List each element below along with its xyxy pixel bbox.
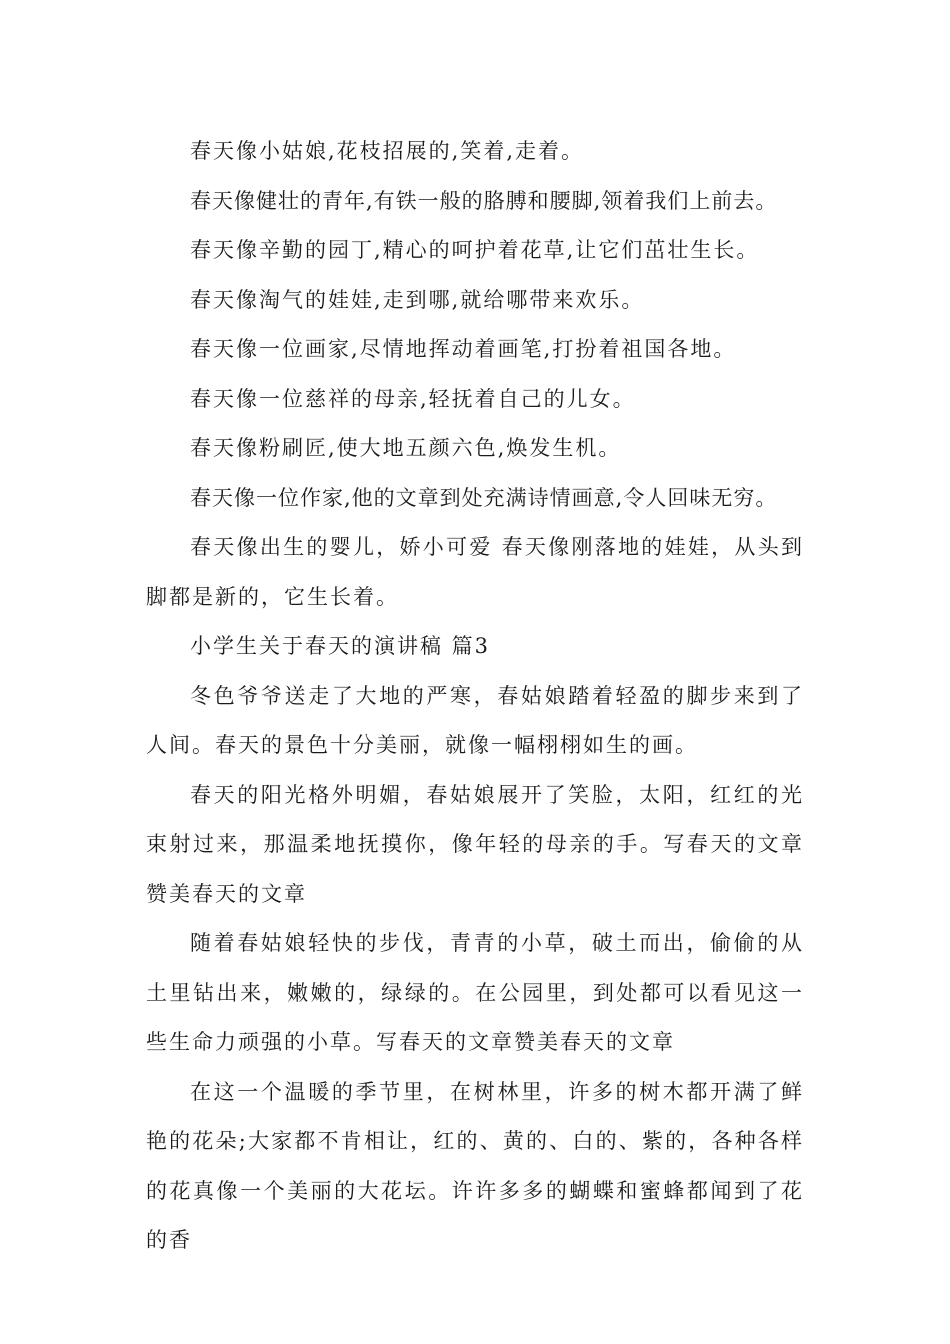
paragraph-spring-grass: 随着春姑娘轻快的步伐，青青的小草，破土而出，偷偷的从土里钻出来，嫩嫩的，绿绿的。在公园里，到处都可以看见这一些生命力顽强的小草。写春天的文章赞美春天的文章	[146, 931, 804, 1054]
paragraph-spring-sunshine: 春天的阳光格外明媚，春姑娘展开了笑脸，太阳，红红的光束射过来，那温柔地抚摸你，像年轻的母亲的手。写春天的文章 赞美春天的文章	[146, 782, 804, 906]
paragraph-spring-painter: 春天像一位画家,尽情地挥动着画笔,打扮着祖国各地。	[190, 337, 737, 361]
paragraph-spring-girl: 春天像小姑娘,花枝招展的,笑着,走着。	[190, 139, 585, 163]
paragraph-spring-writer: 春天像一位作家,他的文章到处充满诗情画意,令人回味无穷。	[190, 485, 778, 510]
paragraph-spring-youth: 春天像健壮的青年,有铁一般的胳膊和腰脚,领着我们上前去。	[190, 188, 778, 213]
paragraph-spring-flowers: 在这一个温暖的季节里，在树林里，许多的树木都开满了鲜艳的花朵;大家都不肯相让，红的、黄的、白的、紫的，各种各样的花真像一个美丽的大花坛。许许多多的蝴蝶和蜜蜂都闻到了花的香	[146, 1079, 804, 1252]
paragraph-winter-leaves: 冬色爷爷送走了大地的严寒，春姑娘踏着轻盈的脚步来到了人间。春天的景色十分美丽，就像一幅栩栩如生的画。	[146, 683, 804, 757]
paragraph-spring-baby: 春天像出生的婴儿，娇小可爱 春天像刚落地的娃娃，从头到脚都是新的，它生长着。	[146, 535, 804, 609]
paragraph-spring-gardener: 春天像辛勤的园丁,精心的呵护着花草,让它们茁壮生长。	[190, 238, 760, 262]
paragraph-spring-mother: 春天像一位慈祥的母亲,轻抚着自己的儿女。	[190, 386, 636, 411]
paragraph-spring-plasterer: 春天像粉刷匠,使大地五颜六色,焕发生机。	[190, 436, 622, 460]
document-body	[146, 127, 804, 1266]
paragraph-spring-child: 春天像淘气的娃娃,走到哪,就给哪带来欢乐。	[190, 287, 645, 312]
section-heading: 小学生关于春天的演讲稿 篇3	[190, 634, 491, 658]
